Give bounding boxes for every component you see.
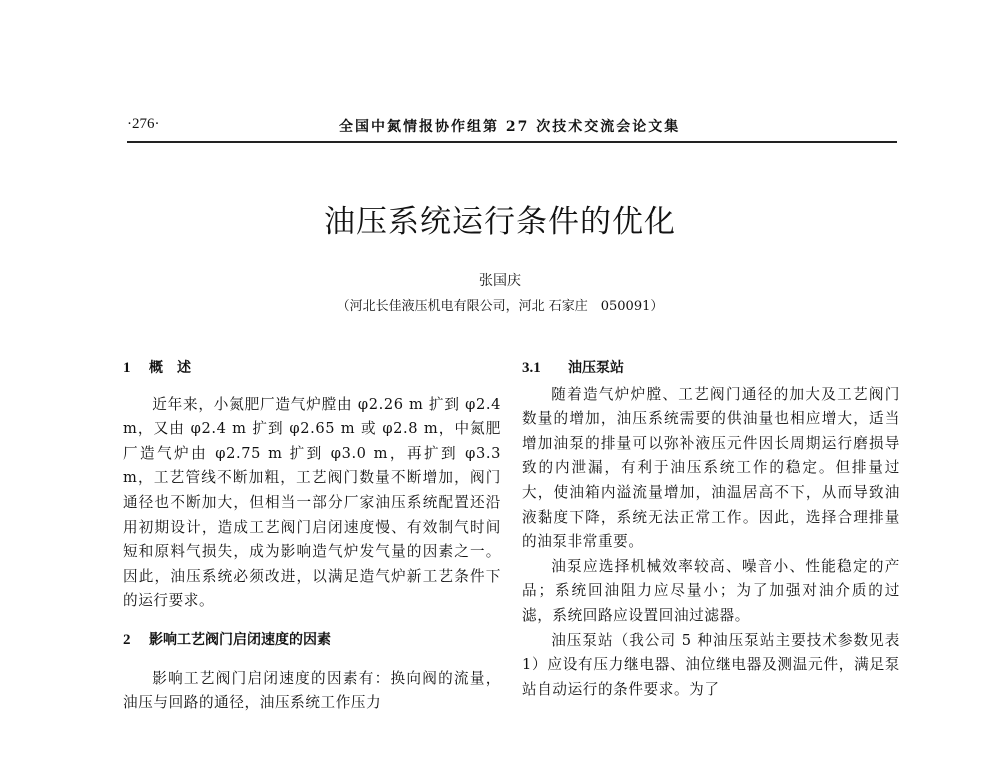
right-column xyxy=(522,356,900,702)
section-1-paragraph: 近年来，小氮肥厂造气炉膛由 φ2.26 m 扩到 φ2.4 m，又由 φ2.4 m 扩到 φ2.65 m 或 φ2.8 m，中氮肥厂造气炉由 φ2.75 m 扩到 φ3.0 m，再扩到 φ3.3 m，工艺管线不断加粗，工艺阀门数量不断增加，阀门通径也不断加大，但相当一部分厂家油压系统配置还沿用初期设计，造成工艺阀门启闭速度慢、有效制气时间短和原料气损失，成为影响造气炉发气量的因素之一。因此，油压系统必须改进，以满足造气炉新工艺条件下的运行要求。 xyxy=(123,395,501,610)
page-number: ·276· xyxy=(127,116,160,132)
section-number: 2 xyxy=(123,631,131,648)
section-title: 影响工艺阀门启闭速度的因素 xyxy=(149,631,331,648)
paragraph-pump-displacement: 随着造气炉炉膛、工艺阀门通径的加大及工艺阀门数量的增加，油压系统需要的供油量也相应增大，适当增加油泵的排量可以弥补液压元件因长周期运行磨损导致的内泄漏，有利于油压系统工作的稳定。但排量过大，使油箱内溢流量增加，油温居高不下，从而导致油液黏度下降，系统无法正常工作。因此，选择合理排量的油泵非常重要。 xyxy=(522,385,900,551)
author-affiliation: （河北长佳液压机电有限公司，河北 石家庄 050091） xyxy=(336,299,664,314)
section-number: 3.1 xyxy=(522,360,541,376)
section-number: 1 xyxy=(123,360,131,376)
running-header xyxy=(127,114,897,140)
author-name: 张国庆 xyxy=(479,273,521,289)
section-3-1-heading xyxy=(522,356,900,381)
section-title: 概 述 xyxy=(149,360,191,376)
paragraph-pump-station: 油压泵站（我公司 5 种油压泵站主要技术参数见表 1）应设有压力继电器、油位继电器及测温元件，满足泵站自动运行的条件要求。为了 xyxy=(522,631,900,698)
section-1-heading xyxy=(123,356,501,381)
left-column xyxy=(123,356,501,716)
header-rule xyxy=(127,141,897,143)
article-title: 油压系统运行条件的优化 xyxy=(324,204,676,240)
section-2-paragraph: 影响工艺阀门启闭速度的因素有：换向阀的流量，油压与回路的通径，油压系统工作压力 xyxy=(123,669,501,712)
section-title: 油压泵站 xyxy=(568,360,624,376)
paragraph-pump-selection: 油泵应选择机械效率较高、噪音小、性能稳定的产品；系统回油阻力应尽量小；为了加强对油介质的过滤，系统回路应设置回油过滤器。 xyxy=(522,557,900,624)
section-2-heading xyxy=(123,628,501,653)
journal-title: 全国中氮情报协作组第 27 次技术交流会论文集 xyxy=(339,119,681,135)
